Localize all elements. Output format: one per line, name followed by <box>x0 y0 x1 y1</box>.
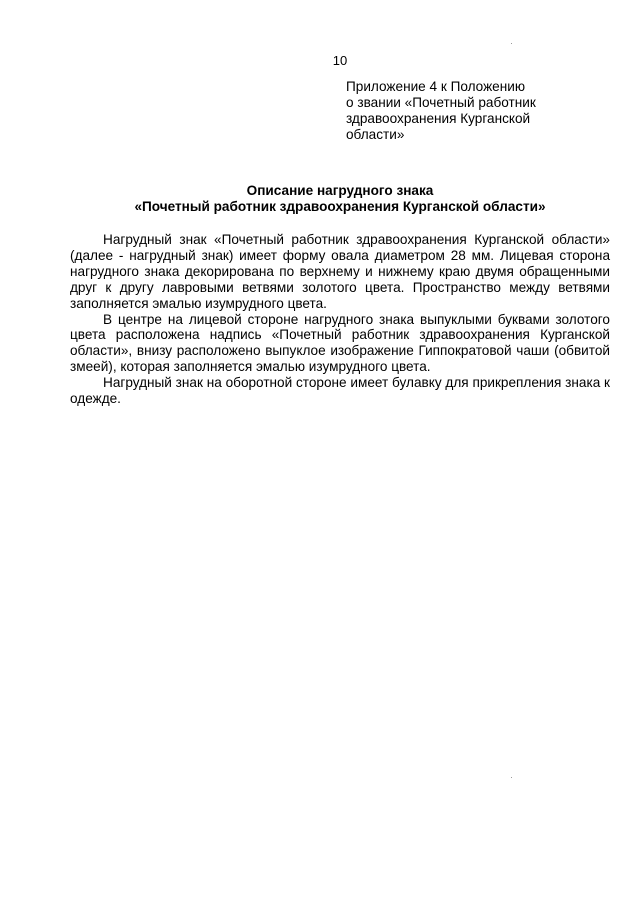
appendix-line: области» <box>346 127 405 142</box>
document-body <box>70 232 610 407</box>
title-line: «Почетный работник здравоохранения Курганской области» <box>134 199 546 214</box>
body-paragraph: Нагрудный знак на оборотной стороне имеет булавку для прикрепления знака к одежде. <box>70 375 610 407</box>
body-paragraph: Нагрудный знак «Почетный работник здравоохранения Курганской области» (далее - нагрудный знак) имеет форму овала диаметром 28 мм. Лицевая сторона нагрудного знака декорирована по верхнему и нижнему краю двумя обращенными друг к другу лавровыми ветвями золотого цвета. Пространство между ветвями заполняется эмалью изумрудного цвета. <box>70 232 610 311</box>
page-number: 10 <box>332 53 348 68</box>
scan-speck <box>511 777 512 778</box>
body-paragraph: В центре на лицевой стороне нагрудного знака выпуклыми буквами золотого цвета расположена надпись «Почетный работник здравоохранения Курганской области», внизу расположено выпуклое изображение Гиппократовой чаши (обвитой змеей), которая заполняется эмалью изумрудного цвета. <box>70 311 610 375</box>
appendix-note <box>346 79 536 143</box>
title-line: Описание нагрудного знака <box>246 183 434 198</box>
document-title <box>0 183 640 215</box>
appendix-line: здравоохранения Курганской <box>346 111 531 126</box>
appendix-line: о звании «Почетный работник <box>346 95 536 110</box>
scan-speck <box>511 43 512 44</box>
appendix-line: Приложение 4 к Положению <box>346 79 526 94</box>
